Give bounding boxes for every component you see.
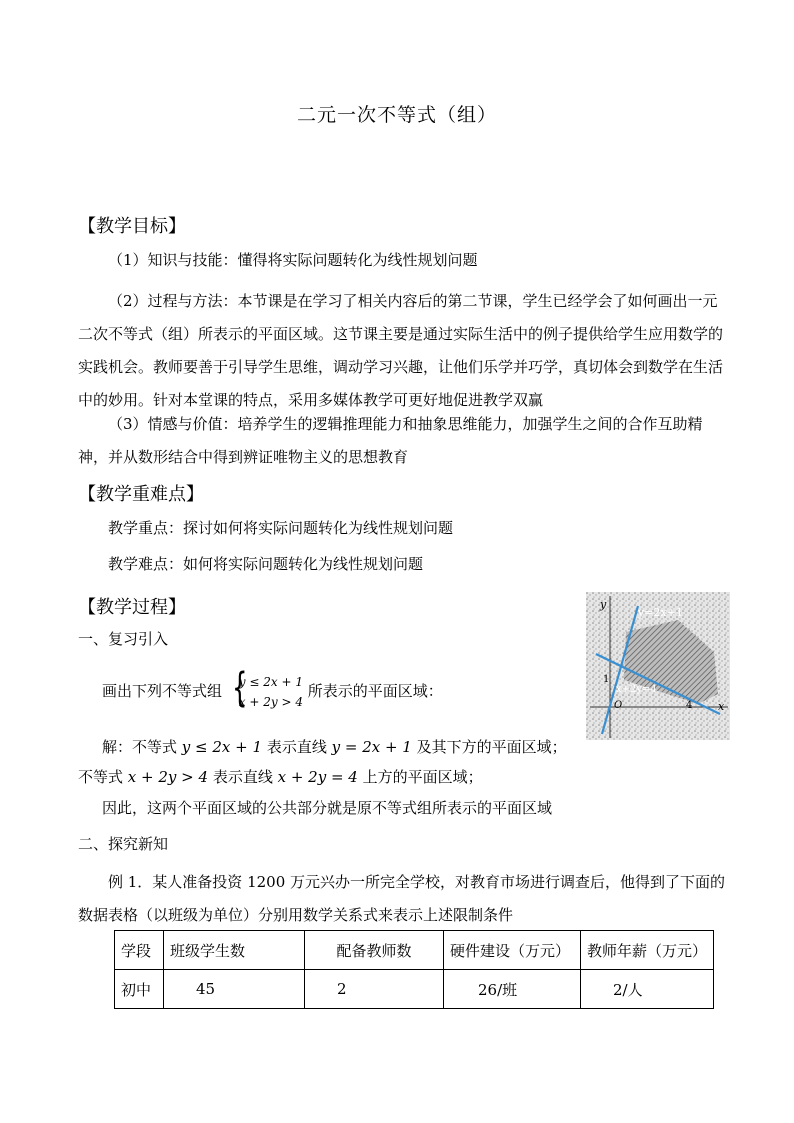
inequality-system [227,665,303,712]
data-table [114,930,714,1009]
table-header: 学段 [115,931,164,970]
table-header: 硬件建设（万元） [444,931,581,970]
inequality-1: y ≤ 2x + 1 [238,675,303,689]
key-heading: 【教学重难点】 [78,484,204,505]
goal-emotion: （3）情感与价值：培养学生的逻辑推理能力和抽象思维能力，加强学生之间的合作互助精神，并从数形结合中得到辨证唯物主义的思想教育 [78,415,703,466]
table-cell: 45 [164,970,305,1009]
tick-x-4: 4 [686,700,693,711]
x-axis-label: x [718,700,725,713]
goal-process: （2）过程与方法：本节课是在学习了相关内容后的第二节课，学生已经学会了如何画出一元二次不等式（组）所表示的平面区域。这节课主要是通过实际生活中的例子提供给学生应用数学的实践机会。教师要善于引导学生思维，调动学习兴趣，让他们乐学并巧学，真切体会到数学在生活中的妙用。针对本堂课的特点，采用多媒体教学可更好地促进教学双赢 [78,292,724,409]
line2-label: x+2y=4 [616,684,657,695]
part2-heading: 二、探究新知 [78,835,169,853]
table-cell: 初中 [115,970,164,1009]
table-row [115,970,714,1009]
task-line [102,665,443,712]
brace-icon: { [231,665,248,711]
inequality-2: x + 2y > 4 [238,695,303,709]
solution-line-2: 不等式 x + 2y > 4 表示直线 x + 2y = 4 上方的平面区域； [78,768,483,786]
key-point: 教学重点：探讨如何将实际问题转化为线性规划问题 [108,519,454,537]
table-header: 配备教师数 [305,931,444,970]
table-header-row [115,931,714,970]
table-header: 教师年薪（万元） [581,931,714,970]
table-cell: 26/班 [444,970,581,1009]
goal-knowledge: （1）知识与技能：懂得将实际问题转化为线性规划问题 [108,251,478,269]
solution-line-1: 解：不等式 y ≤ 2x + 1 表示直线 y = 2x + 1 及其下方的平面区域； [102,738,567,756]
example-1: 例 1．某人准备投资 1200 万元兴办一所完全学校，对教育市场进行调查后，他得到了下面的数据表格（以班级为单位）分别用数学关系式来表示上述限制条件 [78,873,726,924]
y-axis-label: y [600,598,607,611]
process-heading: 【教学过程】 [78,597,186,618]
goals-heading: 【教学目标】 [78,216,186,237]
origin-label: O [614,700,623,711]
table-cell: 2/人 [581,970,714,1009]
difficult-point: 教学难点：如何将实际问题转化为线性规划问题 [108,555,424,573]
table-header: 班级学生数 [164,931,305,970]
tick-y-1: 1 [603,674,610,685]
line1-label: y=2x+1 [638,606,683,619]
region-figure [586,592,730,740]
task-suffix: 所表示的平面区域： [307,682,443,700]
table-cell: 2 [305,970,444,1009]
conclusion: 因此，这两个平面区域的公共部分就是原不等式组所表示的平面区域 [102,799,553,817]
page-title: 二元一次不等式（组） [296,104,497,126]
task-prefix: 画出下列不等式组 [102,682,223,700]
part1-heading: 一、复习引入 [78,630,169,648]
